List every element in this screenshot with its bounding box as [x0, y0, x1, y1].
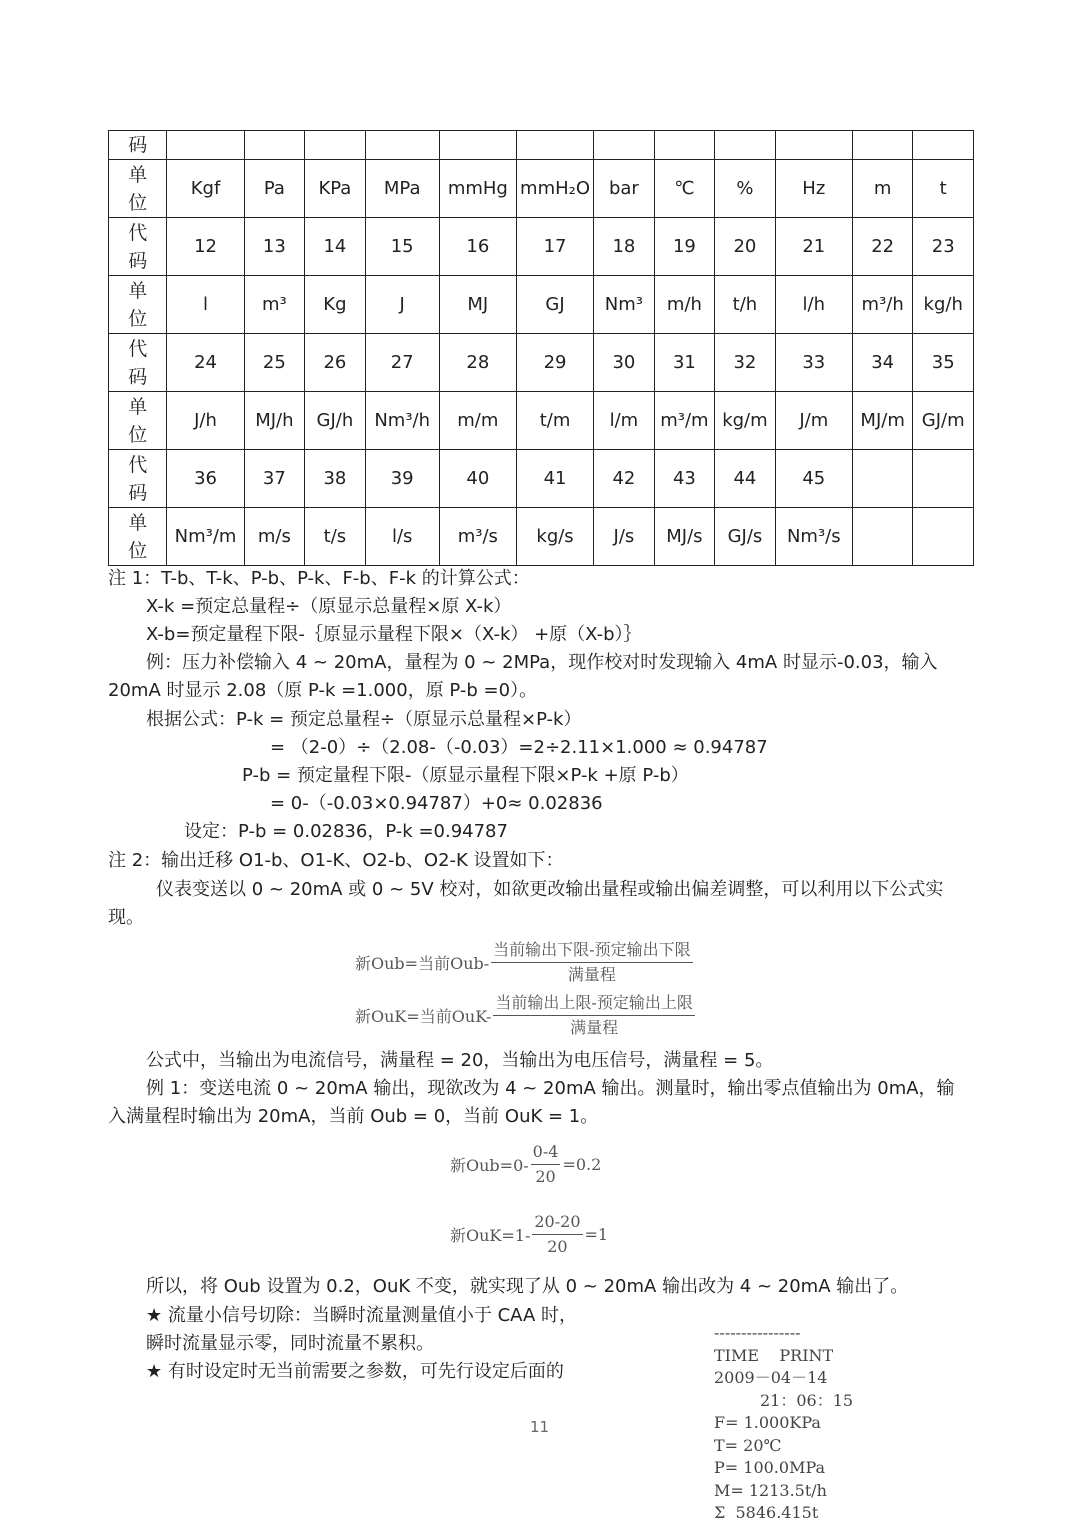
note1-calc4: = 0-（-0.03×0.94787）+0≈ 0.02836: [270, 793, 603, 814]
table-cell: 44: [715, 450, 776, 508]
table-row: [109, 131, 974, 160]
table-cell: t/m: [516, 392, 593, 450]
table-cell: [913, 450, 974, 508]
table-cell: mmH₂O: [516, 160, 593, 218]
receipt-time: 21：06：15: [760, 1390, 854, 1410]
row-label: 代 码: [109, 218, 167, 276]
table-cell: l: [167, 276, 244, 334]
table-cell: 24: [167, 334, 244, 392]
table-cell: [913, 131, 974, 160]
table-cell: mmHg: [439, 160, 516, 218]
table-cell: [516, 131, 593, 160]
table-cell: J: [365, 276, 439, 334]
row-label: 代 码: [109, 450, 167, 508]
row-label: 单 位: [109, 392, 167, 450]
table-cell: 22: [852, 218, 913, 276]
table-cell: MJ/m: [852, 392, 913, 450]
table-cell: Nm³/m: [167, 508, 244, 566]
table-cell: [852, 450, 913, 508]
note2-example1-line2: 入满量程时输出为 20mA，当前 Oub = 0，当前 OuK = 1。: [108, 1106, 599, 1127]
note1-calc2: = （2-0）÷（2.08-（-0.03）=2÷2.11×1.000 ≈ 0.94787: [270, 737, 768, 758]
table-cell: 30: [594, 334, 655, 392]
note1-calc1: 根据公式：P-k = 预定总量程÷（原显示总量程×P-k）: [146, 709, 582, 730]
table-cell: Kg: [305, 276, 366, 334]
table-cell: GJ: [516, 276, 593, 334]
table-row: [109, 276, 974, 334]
table-cell: [715, 131, 776, 160]
receipt-date: 2009－04－14: [714, 1368, 828, 1387]
table-cell: 42: [594, 450, 655, 508]
formula-lhs: 新OuK=当前OuK-: [355, 1007, 492, 1026]
bullet-small-signal-line1: ★ 流量小信号切除：当瞬时流量测量值小于 CAA 时，: [146, 1305, 577, 1326]
table-cell: MJ/s: [654, 508, 715, 566]
table-cell: 34: [852, 334, 913, 392]
note2-example1-line1: 例 1：变送电流 0 ~ 20mA 输出，现欲改为 4 ~ 20mA 输出。测量时，输出零点值输出为 0mA，输: [146, 1078, 955, 1099]
note2-para-line1: 仪表变送以 0 ~ 20mA 或 0 ~ 5V 校对，如欲更改输出量程或输出偏差调整，可以利用以下公式实: [156, 879, 944, 900]
note1-example-line1: 例：压力补偿输入 4 ~ 20mA，量程为 0 ~ 2MPa，现作校对时发现输入 4mA 时显示-0.03，输入: [146, 652, 938, 673]
table-cell: J/m: [775, 392, 852, 450]
table-cell: Kgf: [167, 160, 244, 218]
example-formula-oub: [450, 1142, 601, 1187]
bullet-small-signal-line2: 瞬时流量显示零，同时流量不累积。: [146, 1333, 434, 1354]
note1-formula-b: X-b=预定量程下限-｛原显示量程下限×（X-k） +原（X-b）｝: [146, 624, 642, 645]
table-cell: [365, 131, 439, 160]
formula-new-ouk: [355, 993, 697, 1038]
table-cell: 40: [439, 450, 516, 508]
table-cell: 25: [244, 334, 305, 392]
formula-denominator: 满量程: [570, 1018, 619, 1037]
print-receipt: [714, 1322, 853, 1525]
table-cell: 38: [305, 450, 366, 508]
table-cell: 21: [775, 218, 852, 276]
row-label: 单 位: [109, 276, 167, 334]
table-cell: [594, 131, 655, 160]
table-row: [109, 450, 974, 508]
table-cell: m³/s: [439, 508, 516, 566]
table-cell: Nm³: [594, 276, 655, 334]
table-cell: m³/h: [852, 276, 913, 334]
table-cell: 13: [244, 218, 305, 276]
bullet-parameter-tip: ★ 有时设定时无当前需要之参数，可先行设定后面的: [146, 1361, 564, 1382]
table-cell: m: [852, 160, 913, 218]
table-cell: m/m: [439, 392, 516, 450]
table-cell: 29: [516, 334, 593, 392]
table-cell: [654, 131, 715, 160]
table-cell: [775, 131, 852, 160]
note1-calc3: P-b = 预定量程下限-（原显示量程下限×P-k +原 P-b）: [242, 765, 689, 786]
formula-lhs: 新OuK=1-: [450, 1226, 531, 1245]
table-cell: 12: [167, 218, 244, 276]
table-cell: [439, 131, 516, 160]
table-cell: [167, 131, 244, 160]
formula-lhs: 新Oub=0-: [450, 1156, 529, 1175]
table-cell: 27: [365, 334, 439, 392]
formula-denominator: 20: [535, 1167, 556, 1186]
table-cell: Nm³/h: [365, 392, 439, 450]
row-label: 码: [109, 131, 167, 160]
row-label: 单 位: [109, 508, 167, 566]
table-cell: 15: [365, 218, 439, 276]
table-cell: t: [913, 160, 974, 218]
note1-setting: 设定：P-b = 0.02836，P-k =0.94787: [184, 821, 508, 842]
table-cell: J/h: [167, 392, 244, 450]
note1-example-line2: 20mA 时显示 2.08（原 P-k =1.000，原 P-b =0）。: [108, 680, 538, 701]
table-cell: GJ/m: [913, 392, 974, 450]
table-cell: 41: [516, 450, 593, 508]
table-cell: Pa: [244, 160, 305, 218]
table-cell: 36: [167, 450, 244, 508]
note1-formula-k: X-k =预定总量程÷（原显示总量程×原 X-k）: [146, 596, 512, 617]
table-cell: m³: [244, 276, 305, 334]
table-cell: MJ/h: [244, 392, 305, 450]
table-cell: [305, 131, 366, 160]
receipt-temperature: T= 20℃: [714, 1435, 782, 1455]
table-cell: m/h: [654, 276, 715, 334]
table-cell: bar: [594, 160, 655, 218]
note2-title: 注 2：输出迁移 O1-b、O1-K、O2-b、O2-K 设置如下：: [108, 850, 564, 871]
note2-conclusion: 所以，将 Oub 设置为 0.2，OuK 不变，就实现了从 0 ~ 20mA 输出改为 4 ~ 20mA 输出了。: [146, 1276, 909, 1297]
formula-new-oub: [355, 940, 695, 985]
table-cell: 45: [775, 450, 852, 508]
note2-range-note: 公式中，当输出为电流信号，满量程 = 20，当输出为电压信号，满量程 = 5。: [146, 1050, 774, 1071]
table-cell: 19: [654, 218, 715, 276]
table-cell: 43: [654, 450, 715, 508]
table-cell: MPa: [365, 160, 439, 218]
receipt-divider: ----------------: [714, 1323, 801, 1342]
table-cell: 20: [715, 218, 776, 276]
formula-rhs: =1: [584, 1225, 609, 1244]
table-cell: 23: [913, 218, 974, 276]
note2-para-line2: 现。: [108, 907, 144, 928]
receipt-total: Σ 5846.415t: [714, 1503, 819, 1522]
table-cell: Hz: [775, 160, 852, 218]
row-label: 单 位: [109, 160, 167, 218]
formula-rhs: =0.2: [562, 1155, 602, 1174]
table-cell: 31: [654, 334, 715, 392]
table-cell: 14: [305, 218, 366, 276]
table-row: [109, 334, 974, 392]
table-cell: t/h: [715, 276, 776, 334]
formula-denominator: 满量程: [567, 965, 616, 984]
table-cell: ℃: [654, 160, 715, 218]
table-cell: [852, 508, 913, 566]
formula-numerator: 当前输出下限-预定输出下限: [491, 940, 692, 963]
receipt-mass-flow: M= 1213.5t/h: [714, 1480, 827, 1500]
example-formula-ouk: [450, 1212, 608, 1257]
table-cell: KPa: [305, 160, 366, 218]
table-cell: kg/h: [913, 276, 974, 334]
table-cell: 26: [305, 334, 366, 392]
table-cell: 17: [516, 218, 593, 276]
note1-title: 注 1：T-b、T-k、P-b、P-k、F-b、F-k 的计算公式：: [108, 568, 530, 589]
table-cell: 33: [775, 334, 852, 392]
table-cell: l/h: [775, 276, 852, 334]
table-cell: [244, 131, 305, 160]
table-cell: 18: [594, 218, 655, 276]
table-cell: m³/m: [654, 392, 715, 450]
table-row: [109, 392, 974, 450]
unit-code-table: [108, 130, 974, 566]
table-cell: 39: [365, 450, 439, 508]
receipt-flow: F= 1.000KPa: [714, 1413, 821, 1432]
table-cell: 37: [244, 450, 305, 508]
table-cell: GJ/s: [715, 508, 776, 566]
table-cell: 35: [913, 334, 974, 392]
formula-numerator: 当前输出上限-预定输出上限: [493, 993, 694, 1016]
formula-numerator: 20-20: [532, 1212, 582, 1235]
table-row: [109, 508, 974, 566]
receipt-pressure: P= 100.0MPa: [714, 1458, 826, 1477]
table-cell: t/s: [305, 508, 366, 566]
table-cell: Nm³/s: [775, 508, 852, 566]
receipt-header: TIME PRINT: [714, 1345, 834, 1365]
page-number: 11: [530, 1418, 550, 1436]
formula-lhs: 新Oub=当前Oub-: [355, 954, 490, 973]
table-cell: GJ/h: [305, 392, 366, 450]
table-cell: l/m: [594, 392, 655, 450]
table-cell: kg/m: [715, 392, 776, 450]
table-cell: 32: [715, 334, 776, 392]
table-cell: m/s: [244, 508, 305, 566]
table-cell: l/s: [365, 508, 439, 566]
table-cell: [852, 131, 913, 160]
table-cell: J/s: [594, 508, 655, 566]
formula-numerator: 0-4: [531, 1142, 561, 1165]
table-cell: 28: [439, 334, 516, 392]
formula-denominator: 20: [547, 1237, 568, 1256]
table-cell: %: [715, 160, 776, 218]
table-cell: [913, 508, 974, 566]
table-row: [109, 218, 974, 276]
table-row: [109, 160, 974, 218]
table-cell: MJ: [439, 276, 516, 334]
table-cell: kg/s: [516, 508, 593, 566]
table-cell: 16: [439, 218, 516, 276]
row-label: 代 码: [109, 334, 167, 392]
